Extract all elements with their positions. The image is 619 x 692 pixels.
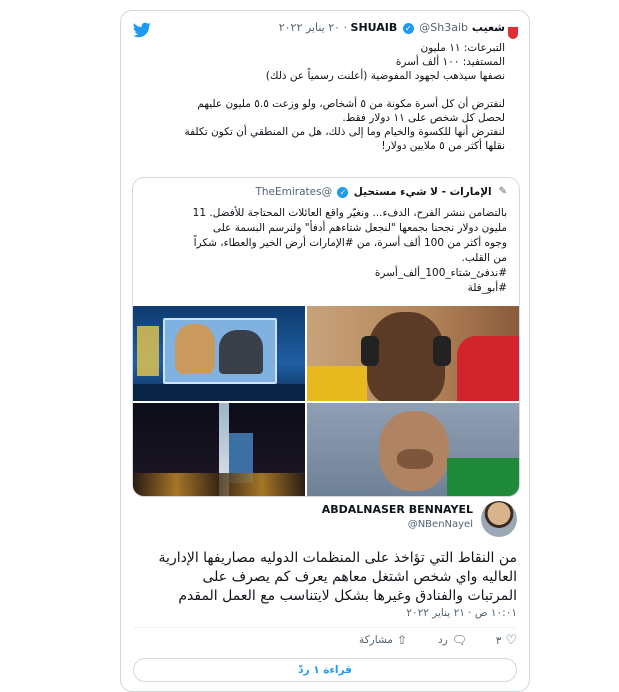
quoted-tweet-text [147,206,507,296]
original-handle[interactable]: @Sh3aib [419,21,468,34]
text-line: بالتضامن ننشر الفرح، الدفء... ونغيّر واقع العائلات المحتاجة للأفضل. 11 [192,207,507,219]
tweet-embed-card [120,10,530,692]
text-line: لنفترض أنها للكسوة والخيام وما إلى ذلك، هل من المنطقي أن تكون تكلفة [184,126,505,138]
text-line: لحصل كل شخص على ١١ دولار فقط. [342,112,505,124]
original-display-name[interactable]: شعيب SHUAIB [350,21,505,34]
original-date[interactable]: · ٢٠ يناير ٢٠٢٢ [278,21,348,34]
avatar[interactable] [481,501,517,537]
share-icon: ⇧ [396,633,407,647]
text-line: المستفيد: ١٠٠ ألف أسرة [395,56,505,68]
text-line: العاليه واي شخص اشتغل معاهم يعرف كم يصرف على [202,569,517,585]
twitter-bird-icon[interactable] [133,22,151,38]
reply-display-name[interactable]: ABDALNASER BENNAYEL [321,503,473,516]
quoted-media-grid [133,306,519,497]
share-button[interactable] [359,633,407,647]
studio-broadcast-photo[interactable] [133,306,305,401]
young-man-headphones-photo[interactable] [307,306,519,401]
original-tweet-header [205,21,505,37]
text-line: وجوه أكثر من 100 ألف أسرة، من #الإمارات أرض الخير والعطاء، شكراً [193,237,507,249]
text-line: لنفترض أن كل أسرة مكونة من ٥ أشخاص، ولو وزعت ٥.٥ مليون عليهم [197,98,505,110]
text-line: المرتبات والفنادق وغيرها بشكل لايتناسب مع العمل المقدم [178,588,517,604]
text-line: مليون دولار نجحنا بجمعها "لنجعل شتاءهم أدفأ" ولنرسم البسمة على [212,222,507,234]
reply-button[interactable] [438,633,467,647]
like-button[interactable] [496,633,517,648]
verified-badge-icon: ✓ [337,187,348,198]
quoted-avatar-icon: ✎ [498,186,507,197]
burj-khalifa-night-photo[interactable] [133,403,305,497]
reply-icon: 🗨 [451,633,467,647]
divider [133,627,517,628]
original-tweet-text [145,41,505,153]
action-bar [121,633,529,653]
reply-author[interactable] [121,497,529,543]
text-line: من النقاط التي تؤاخذ على المنظمات الدوليه مصاريفها الإدارية [158,550,517,566]
verified-badge-icon: ✓ [403,23,414,34]
man-emotional-photo[interactable] [307,403,519,497]
hashtag[interactable]: #أبو_فلة [467,282,507,294]
quoted-handle: @TheEmirates [255,186,333,198]
quoted-tweet[interactable] [132,177,520,497]
text-line: نصفها سيذهب لجهود المفوضية (أعلنت رسمياً عن ذلك) [265,70,505,82]
heart-icon: ♡ [505,633,517,648]
quoted-display-name: الإمارات - لا شيء مستحيل [353,186,492,198]
hashtag[interactable]: #ندفئ_شتاء_100_ألف_أسرة [374,267,507,279]
text-line: من القلب. [461,252,507,264]
reply-text [133,549,517,606]
reply-label: رد [438,634,448,646]
read-replies-button[interactable]: قراءة ١ ردّ [133,658,517,682]
text-line: التبرعات: ١١ مليون [420,42,505,54]
share-label: مشاركة [359,634,393,646]
reply-handle[interactable]: @NBenNayel [407,519,473,530]
text-line: نقلها أكثر من ٥ ملايين دولار! [381,140,505,152]
text-line [145,83,505,97]
reply-timestamp[interactable]: ١٠:٠١ ص · ٢١ يناير ٢٠٢٢ [406,607,517,619]
quoted-tweet-header [207,186,507,198]
like-count: ٣ [495,634,502,647]
profile-badge [508,27,518,39]
